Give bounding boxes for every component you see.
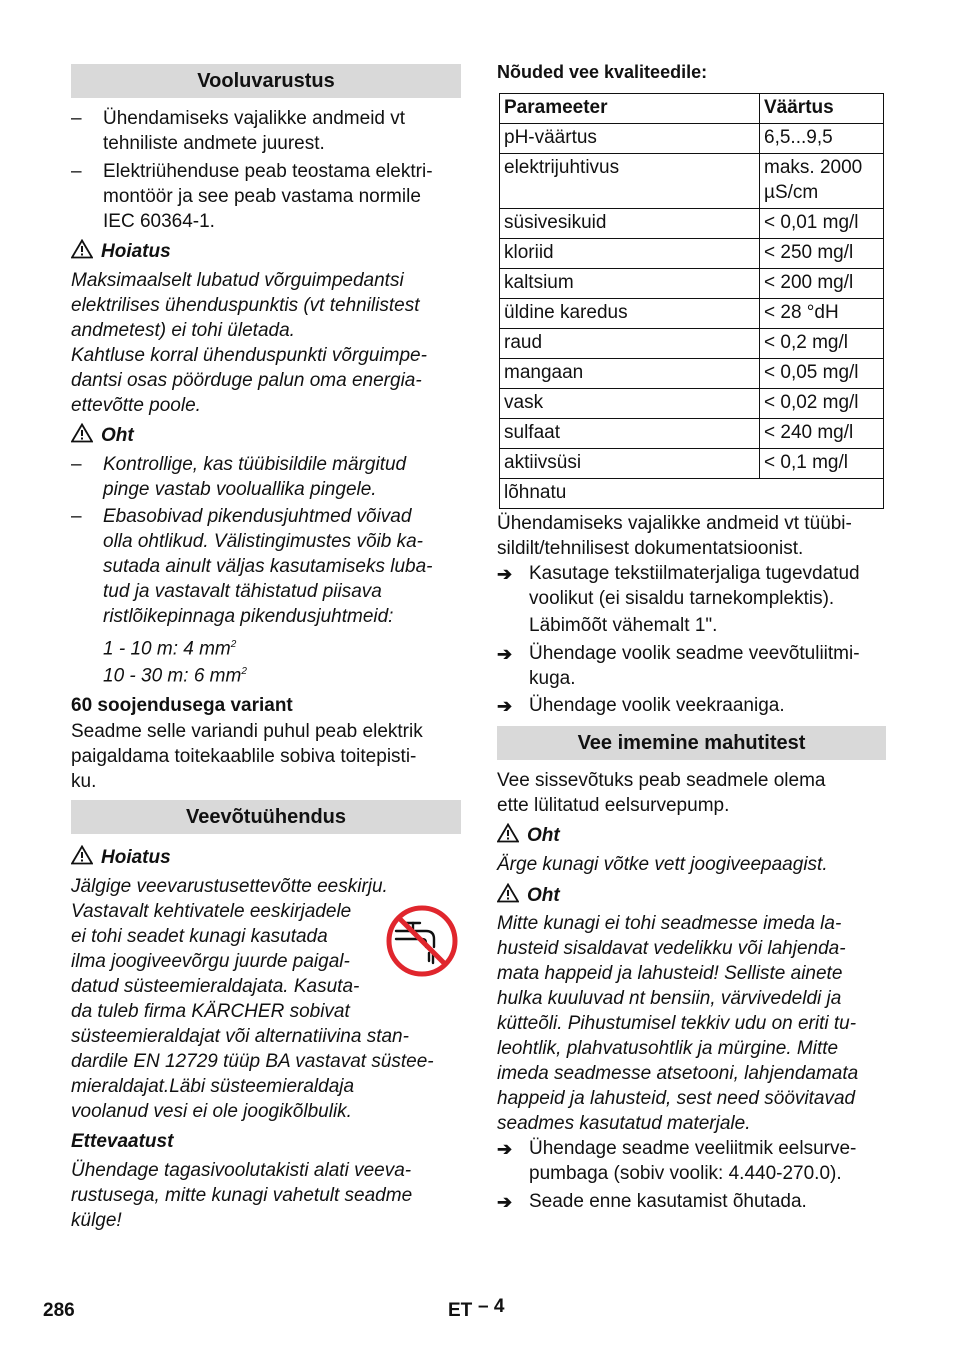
arrow-right-icon: ➔: [497, 696, 513, 716]
list-dash: –: [71, 506, 82, 527]
body-text-line: sildilt/tehnilisest dokumentatsioonist.: [497, 538, 804, 559]
table-row: [500, 359, 884, 389]
section-header-veevotuuhendus: [71, 800, 461, 834]
table-cell: kloriid: [500, 239, 760, 269]
table-cell: < 250 mg/l: [760, 239, 884, 269]
warning-text-line: Maksimaalselt lubatud võrguimpedantsi: [71, 270, 404, 291]
table-cell: < 0,02 mg/l: [760, 389, 884, 419]
language-code: ET: [448, 1300, 473, 1321]
danger-label: [71, 423, 134, 448]
table-cell: 6,5...9,5: [760, 124, 884, 154]
section-title: Vooluvarustus: [197, 70, 335, 92]
list-dash: –: [71, 161, 82, 182]
table-row: [500, 389, 884, 419]
danger-item-line: tud ja vastavalt tähistatud piisava: [103, 581, 382, 602]
table-row: [500, 449, 884, 479]
list-item-line: Elektriühenduse peab teostama elektri-: [103, 161, 433, 182]
warning-text-line: Jälgige veevarustusettevõtte eeskirju.: [71, 876, 388, 897]
warning-text-line: dardile EN 12729 tüüp BA vastavat süstee-: [71, 1051, 434, 1072]
warning-text-line: Vastavalt kehtivatele eeskirjadele: [71, 901, 352, 922]
table-cell: < 240 mg/l: [760, 419, 884, 449]
warning-triangle-icon: [71, 845, 93, 865]
warning-triangle-icon: [71, 423, 93, 443]
table-cell: < 0,05 mg/l: [760, 359, 884, 389]
warning-text-line: dantsi osas pöörduge palun oma energia-: [71, 370, 422, 391]
table-cell: kaltsium: [500, 269, 760, 299]
no-drinking-water-icon: [386, 905, 458, 977]
danger-text-line: husteid sisaldavat vedelikku või lahjenda-: [497, 938, 846, 959]
warning-text-line: andmetest) ei tohi ületada.: [71, 320, 295, 341]
table-cell: mangaan: [500, 359, 760, 389]
caution-text-line: rustusega, mitte kunagi vahetult seadme: [71, 1185, 413, 1206]
table-cell: maks. 2000 µS/cm: [760, 154, 884, 209]
body-text-line: Seadme selle variandi puhul peab elektrik: [71, 721, 423, 742]
danger-item-line: ristlõikepinnaga pikendusjuhtmeid:: [103, 606, 394, 627]
caution-text-line: külge!: [71, 1210, 122, 1231]
list-item-line: Ühendamiseks vajalikke andmeid vt: [103, 108, 406, 129]
danger-title: Oht: [101, 425, 134, 446]
warning-label: [71, 239, 171, 264]
step-line: Ühendage seadme veeliitmik eelsurve-: [529, 1138, 857, 1159]
warning-triangle-icon: [497, 883, 519, 903]
body-text-line: paigaldama toitekaablile sobiva toitepisti-: [71, 746, 417, 767]
table-cell: süsivesikuid: [500, 209, 760, 239]
danger-text-line: seadmes kasutatud materjale.: [497, 1113, 751, 1134]
danger-item-line: pinge vastab vooluallika pingele.: [103, 479, 377, 500]
section-title: Veevõtuühendus: [185, 806, 347, 828]
table-cell: raud: [500, 329, 760, 359]
table-header-cell: Parameeter: [500, 94, 760, 124]
step-line: Kasutage tekstiilmaterjaliga tugevdatud: [529, 563, 860, 584]
section-title: Vee imemine mahutitest: [577, 732, 806, 754]
table-row: [500, 269, 884, 299]
table-row: [500, 419, 884, 449]
warning-text-line: Kahtluse korral ühenduspunkti võrguimpe-: [71, 345, 427, 366]
step-line: voolikut (ei sisaldu tarnekomplektis).: [529, 588, 835, 609]
table-cell: < 0,2 mg/l: [760, 329, 884, 359]
warning-title: Hoiatus: [101, 241, 171, 262]
table-cell: < 28 °dH: [760, 299, 884, 329]
body-text-line: ku.: [71, 771, 97, 792]
table-cell: lõhnatu: [500, 479, 884, 509]
caution-title: Ettevaatust: [71, 1131, 174, 1152]
table-cell: üldine karedus: [500, 299, 760, 329]
warning-label: [71, 845, 171, 870]
cable-spec-2: 10 - 30 m: 6 $mm^2$: [103, 665, 247, 687]
table-row: [500, 154, 884, 209]
table-cell: < 0,01 mg/l: [760, 209, 884, 239]
section-header-vee-imemine: [497, 726, 886, 760]
table-header-cell: Väärtus: [760, 94, 884, 124]
danger-text-line: imeda seadmesse atsetooni, lahjendamata: [497, 1063, 859, 1084]
danger-item-line: olla ohtlikud. Välistingimustes võib ka-: [103, 531, 423, 552]
warning-triangle-icon: [497, 823, 519, 843]
step-line: Seade enne kasutamist õhutada.: [529, 1191, 807, 1212]
warning-text-line: ettevõtte poole.: [71, 395, 201, 416]
danger-label: [497, 883, 560, 908]
warning-text-line: ei tohi seadet kunagi kasutada: [71, 926, 328, 947]
danger-label: [497, 823, 560, 848]
arrow-right-icon: ➔: [497, 1192, 513, 1212]
table-cell: sulfaat: [500, 419, 760, 449]
danger-text-line: leohtlik, plahvatusohtlik ja mürgine. Mitte: [497, 1038, 839, 1059]
warning-text-line: süsteemieraldajat või alternatiivina stan-: [71, 1026, 409, 1047]
table-cell: < 0,1 mg/l: [760, 449, 884, 479]
water-quality-table: [499, 93, 884, 509]
warning-text-line: da tuleb firma KÄRCHER sobivat: [71, 1001, 350, 1022]
warning-title: Hoiatus: [101, 847, 171, 868]
warning-text-line: mieraldajat.Läbi süsteemieraldaja: [71, 1076, 355, 1097]
body-text-line: ette lülitatud eelsurvepump.: [497, 795, 730, 816]
table-header-row: [500, 94, 884, 124]
warning-text-line: datud süsteemieraldajata. Kasuta-: [71, 976, 360, 997]
warning-text-line: elektrilises ühenduspunktis (vt tehnilistest: [71, 295, 420, 316]
warning-text-line: voolanud vesi ei ole joogikõlbulik.: [71, 1101, 352, 1122]
list-item-line: montöör ja see peab vastama normile: [103, 186, 421, 207]
table-cell: pH-väärtus: [500, 124, 760, 154]
danger-text-line: kütteõli. Pihustumisel tekkiv udu on eriti tu-: [497, 1013, 857, 1034]
body-text-line: Ühendamiseks vajalikke andmeid vt tüübi-: [497, 513, 852, 534]
step-line: Läbimõõt vähemalt 1".: [529, 615, 718, 636]
danger-text-line: hulka kuuluvad nt bensiin, värvivedeldi ja: [497, 988, 842, 1009]
table-row: [500, 124, 884, 154]
list-dash: –: [71, 108, 82, 129]
page-number: 286: [43, 1300, 75, 1321]
step-line: kuga.: [529, 668, 576, 689]
arrow-right-icon: ➔: [497, 564, 513, 584]
body-text-line: Vee sissevõtuks peab seadmele olema: [497, 770, 826, 791]
danger-title: Oht: [527, 825, 560, 846]
list-dash: –: [71, 454, 82, 475]
danger-item-line: Ebasobivad pikendusjuhtmed võivad: [103, 506, 412, 527]
danger-text-line: Mitte kunagi ei tohi seadmesse imeda la-: [497, 913, 842, 934]
danger-text-line: Ärge kunagi võtke vett joogiveepaagist.: [497, 854, 828, 875]
caution-text-line: Ühendage tagasivoolutakisti alati veeva-: [71, 1160, 412, 1181]
arrow-right-icon: ➔: [497, 1139, 513, 1159]
list-item-line: IEC 60364-1.: [103, 211, 215, 232]
table-row: [500, 209, 884, 239]
danger-item-line: sutada ainult väljas kasutamiseks luba-: [103, 556, 433, 577]
step-line: Ühendage voolik seadme veevõtuliitmi-: [529, 643, 860, 664]
table-row: [500, 299, 884, 329]
danger-text-line: happeid ja lahusteid, sest need söövitavad: [497, 1088, 856, 1109]
step-line: Ühendage voolik veekraaniga.: [529, 695, 785, 716]
table-row: [500, 239, 884, 269]
section-header-vooluvarustus: [71, 64, 461, 98]
table-cell: < 200 mg/l: [760, 269, 884, 299]
heating-variant-title: 60 soojendusega variant: [71, 695, 293, 716]
cable-spec-1: 1 - 10 m: 4 $mm^2$: [103, 638, 237, 660]
table-cell: aktiivsüsi: [500, 449, 760, 479]
requirements-title: Nõuded vee kvaliteedile:: [497, 62, 708, 82]
table-cell: vask: [500, 389, 760, 419]
danger-item-line: Kontrollige, kas tüübisildile märgitud: [103, 454, 407, 475]
step-line: pumbaga (sobiv voolik: 4.440-270.0).: [529, 1163, 842, 1184]
table-cell: elektrijuhtivus: [500, 154, 760, 209]
table-row: [500, 479, 884, 509]
warning-triangle-icon: [71, 239, 93, 259]
danger-title: Oht: [527, 885, 560, 906]
warning-text-line: ilma joogiveevõrgu juurde paigal-: [71, 951, 350, 972]
sub-page-number: – 4: [478, 1296, 505, 1317]
list-item-line: tehniliste andmete juurest.: [103, 133, 325, 154]
arrow-right-icon: ➔: [497, 644, 513, 664]
danger-text-line: mata happeid ja lahusteid! Selliste ainete: [497, 963, 843, 984]
table-row: [500, 329, 884, 359]
